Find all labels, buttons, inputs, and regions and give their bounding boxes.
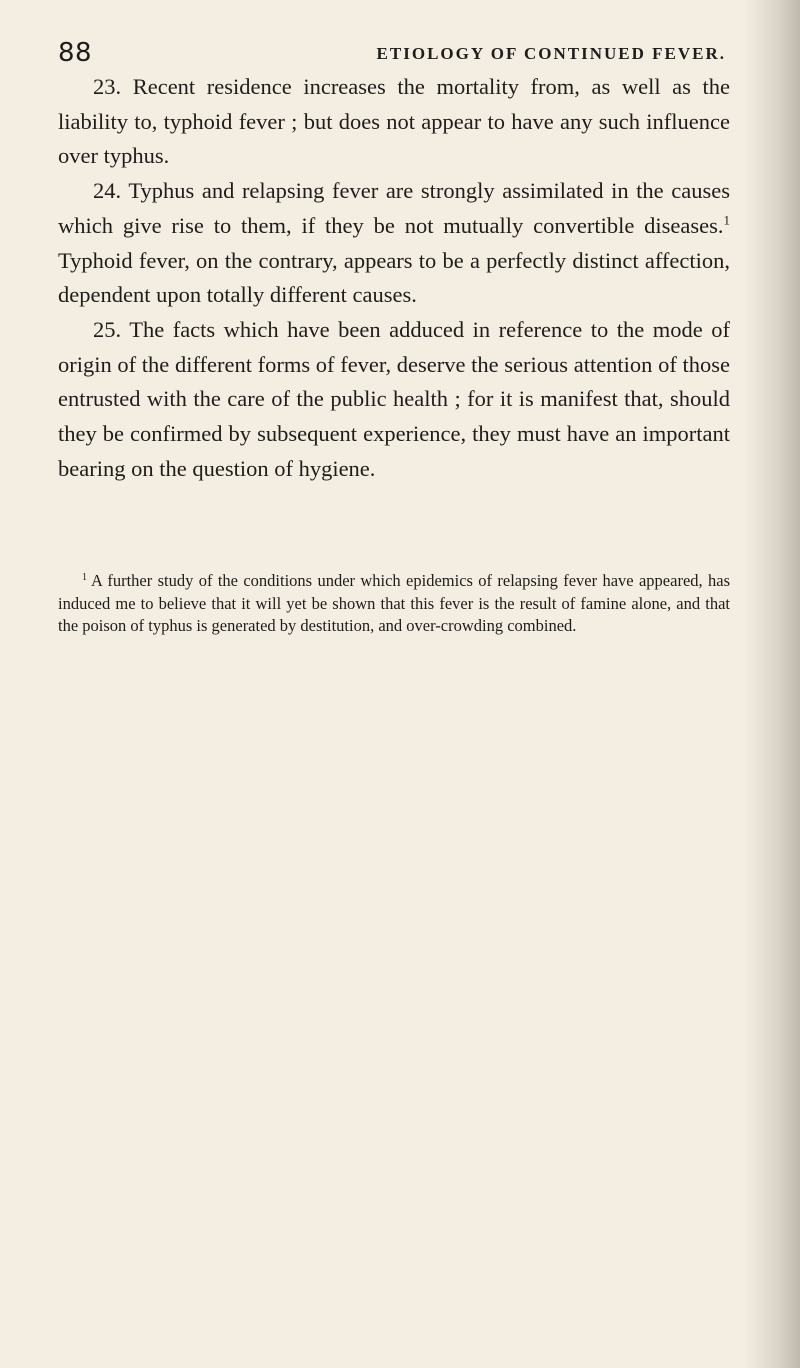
paragraph-text: 23. Recent residence increases the mortality from, as well as the liability to, typhoid fever ; but does not appear to have any such influence over typhus. — [58, 74, 730, 169]
paragraph-text-continued: Typhoid fever, on the contrary, appears to be a perfectly distinct affection, dependent upon totally different causes. — [58, 247, 730, 308]
paragraph-text: 24. Typhus and relapsing fever are strongly assimilated in the causes which give rise to them, if they be not mutually convertible diseases. — [58, 178, 730, 238]
footnote-text: A further study of the conditions under which epidemics of relapsing fever have appeared, has induced me to believe that it will yet be shown that this fever is the result of famine alone, and that the poison of typhus is generated by destitution, and over-crowding combined. — [58, 571, 730, 636]
paragraph-text: 25. The facts which have been adduced in reference to the mode of origin of the different forms of fever, deserve the serious attention of those entrusted with the care of the public health ; for it is manifest that, should they be confirmed by subsequent experience, they must have an important bearing on the question of hygiene. — [58, 316, 730, 481]
footnote — [58, 570, 730, 638]
running-title: ETIOLOGY OF CONTINUED FEVER. — [376, 44, 726, 63]
body-text — [58, 70, 730, 486]
paragraph-24 — [58, 174, 730, 313]
footnote-mark: 1 — [82, 571, 87, 583]
paragraph-25 — [58, 313, 730, 487]
paragraph-23 — [58, 70, 730, 174]
footnote-reference[interactable]: 1 — [723, 212, 730, 228]
page-number: 88 — [58, 38, 93, 68]
